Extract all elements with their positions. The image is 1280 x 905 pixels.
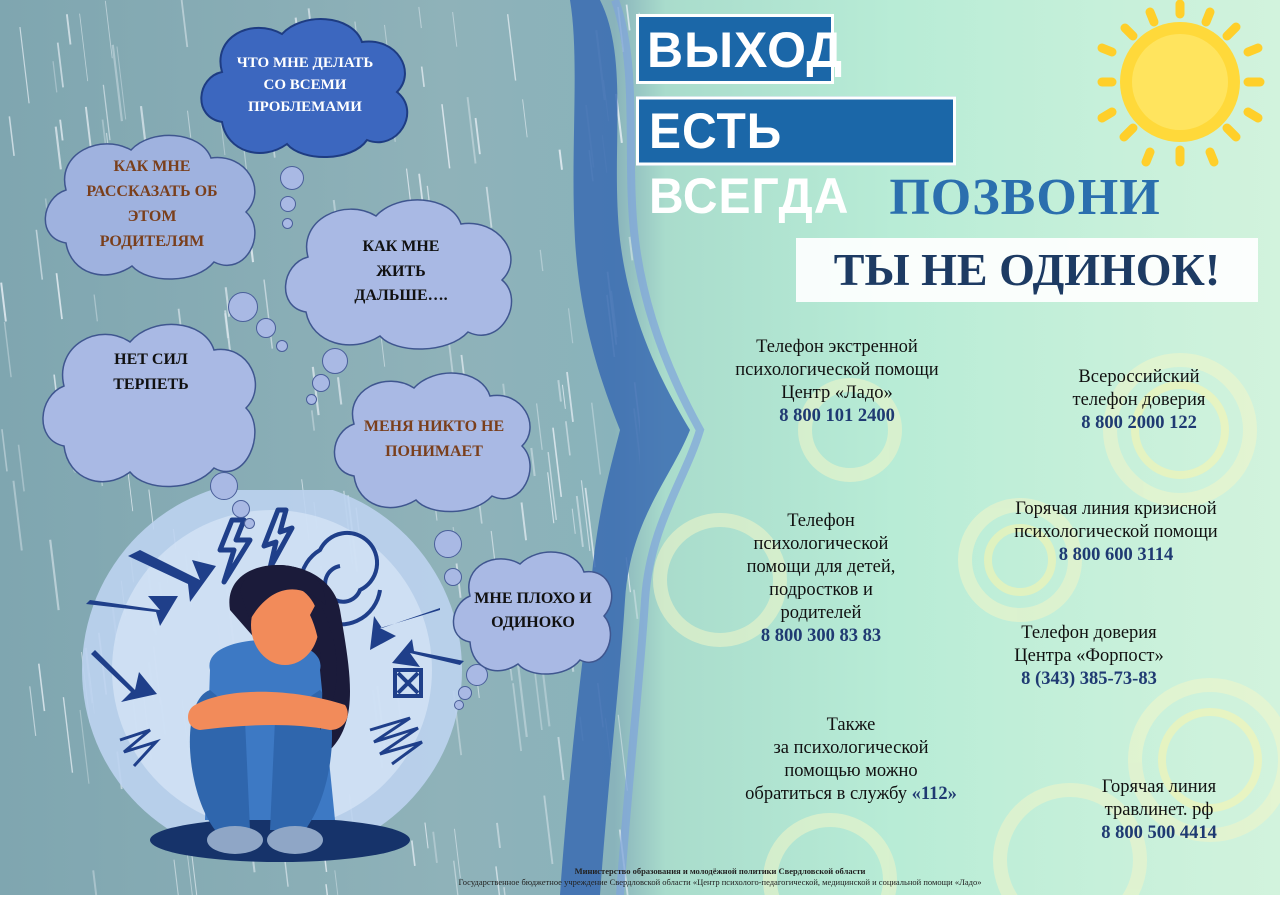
thought-bubble-dot <box>458 686 472 700</box>
phone-block-children <box>716 510 926 648</box>
rain-streak <box>67 14 71 44</box>
phone-desc: Телефон экстренной <box>756 337 918 357</box>
phone-number[interactable]: 8 800 300 83 83 <box>760 626 882 646</box>
thought-bubble-dot <box>232 500 250 518</box>
rain-streak <box>182 0 188 47</box>
rain-streak <box>105 1 112 58</box>
rain-streak <box>20 27 29 103</box>
phone-number[interactable]: 8 (343) 385-73-83 <box>1021 669 1157 689</box>
rain-streak <box>476 118 480 154</box>
rain-streak <box>442 104 450 168</box>
phone-desc: Горячая линия <box>1101 777 1217 797</box>
phone-block-russia <box>1030 366 1248 435</box>
phone-desc: Телефон <box>787 511 855 531</box>
phone-block-forpost <box>986 622 1192 691</box>
thought-cloud-no-strength <box>34 316 268 490</box>
rain-streak <box>422 67 424 87</box>
phone-number[interactable]: «112» <box>911 784 957 804</box>
rain-streak <box>4 322 11 377</box>
phone-desc: травлинет. рф <box>1104 800 1214 820</box>
phone-desc: помощи для детей, <box>746 557 896 577</box>
thought-text: МЕНЯ НИКТО НЕ ПОНИМАЕТ <box>363 418 505 460</box>
phone-desc: Также <box>826 715 876 735</box>
title-exit: ВЫХОД <box>636 14 834 84</box>
thought-text: МНЕ ПЛОХО И ОДИНОКО <box>474 590 592 631</box>
thought-bubble-dot <box>280 166 304 190</box>
rain-streak <box>453 12 457 47</box>
rain-streak <box>523 99 528 137</box>
phone-desc: Телефон доверия <box>1021 623 1157 643</box>
phone-desc: Всероссийский <box>1078 367 1200 387</box>
phone-desc: Центр «Ладо» <box>781 383 893 403</box>
thought-text: ЧТО МНЕ ДЕЛАТЬ СО ВСЕМИ ПРОБЛЕМАМИ <box>236 55 374 115</box>
rain-streak <box>1 283 6 322</box>
thought-text: КАК МНЕ ЖИТЬ ДАЛЬШЕ…. <box>354 237 448 305</box>
thought-bubble-dot <box>306 394 317 405</box>
rain-streak <box>468 97 476 163</box>
rain-streak <box>419 7 422 28</box>
thought-cloud-nobody <box>326 366 542 514</box>
phone-desc: психологической <box>753 534 889 554</box>
title-always: ЕСТЬ ВСЕГДА <box>636 96 956 165</box>
phone-desc: психологической помощи <box>1014 522 1218 542</box>
phone-number[interactable]: 8 800 500 4414 <box>1101 823 1217 843</box>
call-heading: ПОЗВОНИ <box>889 169 1161 226</box>
rain-streak <box>80 14 88 81</box>
rain-streak <box>19 445 25 492</box>
rain-streak <box>9 116 14 156</box>
rain-streak <box>508 14 516 80</box>
phone-desc: психологической помощи <box>735 360 939 380</box>
phone-block-travli <box>1066 776 1252 845</box>
rain-streak <box>312 410 314 430</box>
phone-desc: помощью можно <box>784 761 918 781</box>
phone-desc: телефон доверия <box>1072 390 1206 410</box>
phone-desc: подростков и <box>769 580 873 600</box>
thought-text: НЕТ СИЛ ТЕРПЕТЬ <box>113 351 189 393</box>
footer-ministry: Министерство образования и молодёжной политики Свердловской области <box>574 866 866 876</box>
phone-number[interactable]: 8 800 101 2400 <box>779 406 895 426</box>
rain-streak <box>113 45 122 121</box>
phone-desc: Центра «Форпост» <box>1014 646 1164 666</box>
thought-cloud-parents <box>36 128 268 282</box>
rain-streak <box>58 43 63 88</box>
phone-number[interactable]: 8 800 600 3114 <box>1058 545 1174 565</box>
phone-block-lado <box>706 336 968 428</box>
thought-cloud-live <box>276 192 526 352</box>
footer <box>380 866 1060 888</box>
phone-desc: родителей <box>780 603 862 623</box>
phone-block-crisis <box>986 498 1246 567</box>
rain-streak <box>53 61 57 92</box>
phone-number[interactable]: 8 800 2000 122 <box>1081 413 1197 433</box>
thought-bubble-dot <box>454 700 464 710</box>
sun-icon <box>1102 4 1260 162</box>
phone-block-112 <box>706 714 996 806</box>
thought-bubble-dot <box>244 518 255 529</box>
not-alone-heading: ТЫ НЕ ОДИНОК! <box>796 238 1258 302</box>
thought-cloud-lonely <box>446 546 620 676</box>
phone-desc: Горячая линия кризисной <box>1015 499 1217 519</box>
phone-desc: за психологической <box>773 738 929 758</box>
phone-desc: обратиться в службу <box>745 784 907 804</box>
thought-text: КАК МНЕ РАССКАЗАТЬ ОБ ЭТОМ РОДИТЕЛЯМ <box>86 158 218 250</box>
rain-streak <box>2 429 7 471</box>
footer-institution: Государственное бюджетное учреждение Свердловской области «Центр психолого-педагогической, медицинской и социальной помощи «Ладо» <box>458 877 982 887</box>
